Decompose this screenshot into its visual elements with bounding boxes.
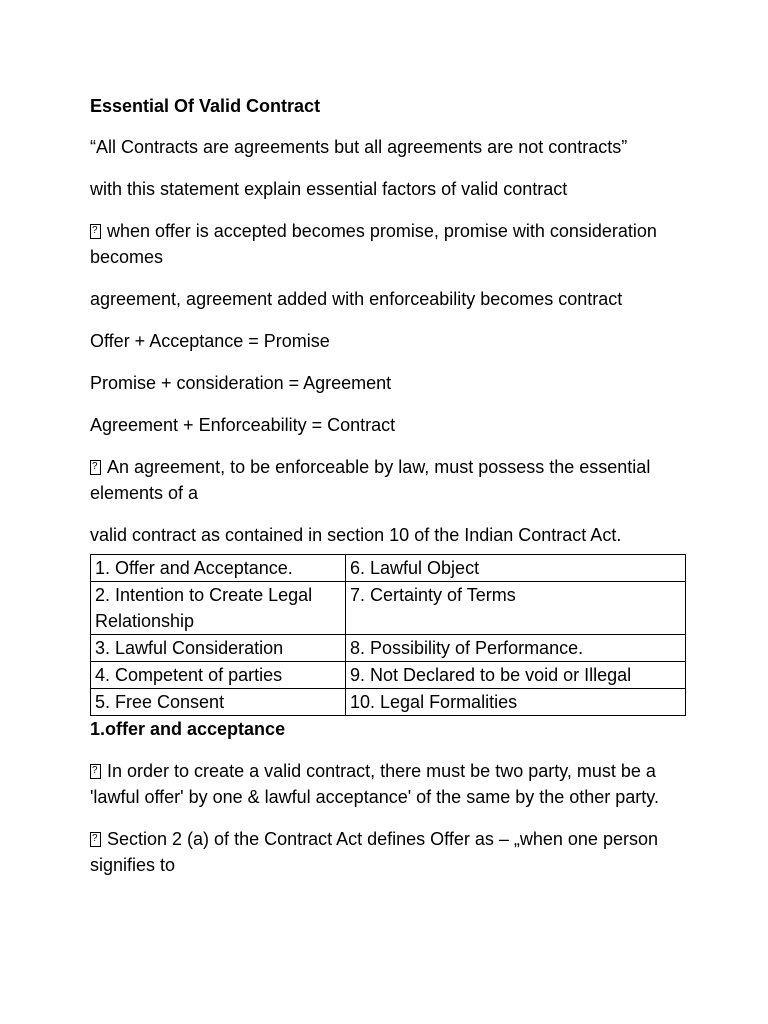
bullet-paragraph-enforceable (90, 454, 690, 506)
missing-glyph-icon (90, 832, 101, 847)
document-page (90, 94, 690, 894)
equation-contract: Agreement + Enforceability = Contract (90, 415, 396, 435)
table-cell: 7. Certainty of Terms (346, 582, 686, 635)
section-subheading: 1.offer and acceptance (90, 719, 286, 739)
table-cell: 3. Lawful Consideration (91, 635, 346, 662)
equation-promise: Offer + Acceptance = Promise (90, 331, 330, 351)
table-cell: 8. Possibility of Performance. (346, 635, 686, 662)
table-row (91, 555, 686, 582)
bullet-paragraph-promise (90, 218, 690, 270)
instruction-paragraph: with this statement explain essential factors of valid contract (90, 179, 568, 199)
bullet-text: Section 2 (a) of the Contract Act defines Offer as – „when one person signifies to (90, 829, 658, 875)
agreement-paragraph: agreement, agreement added with enforceability becomes contract (90, 289, 623, 309)
table-row (91, 582, 686, 635)
bullet-text: An agreement, to be enforceable by law, must possess the essential elements of a (90, 457, 651, 503)
table-cell: 2. Intention to Create Legal Relationship (91, 582, 346, 635)
document-title: Essential Of Valid Contract (90, 96, 321, 116)
essential-elements-table (90, 554, 686, 716)
table-cell: 5. Free Consent (91, 689, 346, 716)
bullet-paragraph-section2a (90, 826, 690, 878)
table-cell: 9. Not Declared to be void or Illegal (346, 662, 686, 689)
missing-glyph-icon (90, 224, 101, 239)
bullet-paragraph-valid-contract (90, 758, 690, 810)
equation-agreement: Promise + consideration = Agreement (90, 373, 392, 393)
quote-paragraph: “All Contracts are agreements but all agreements are not contracts” (90, 137, 628, 157)
table-row (91, 635, 686, 662)
table-cell: 6. Lawful Object (346, 555, 686, 582)
missing-glyph-icon (90, 460, 101, 475)
table-cell: 4. Competent of parties (91, 662, 346, 689)
missing-glyph-icon (90, 764, 101, 779)
bullet-text: In order to create a valid contract, there must be two party, must be a 'lawful offer' by one & lawful acceptance' of the same by the other party. (90, 761, 659, 807)
section10-paragraph: valid contract as contained in section 10 of the Indian Contract Act. (90, 525, 622, 545)
bullet-text: when offer is accepted becomes promise, promise with consideration becomes (90, 221, 657, 267)
table-cell: 1. Offer and Acceptance. (91, 555, 346, 582)
table-cell: 10. Legal Formalities (346, 689, 686, 716)
table-row (91, 662, 686, 689)
table-row (91, 689, 686, 716)
